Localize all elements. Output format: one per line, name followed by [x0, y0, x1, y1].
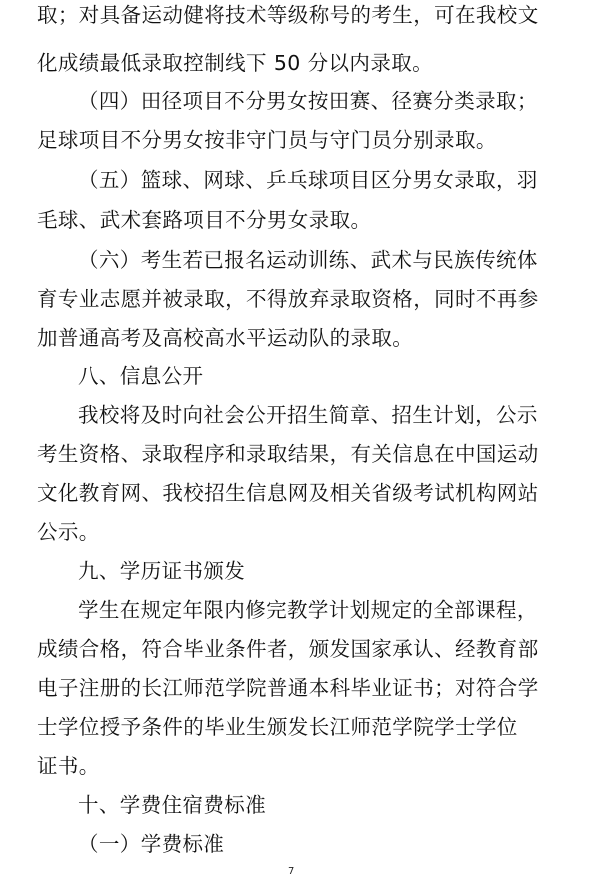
text-line: 证书。	[37, 754, 100, 778]
section-item-5: （五）篮球、网球、乒乓球项目区分男女录取，羽	[78, 168, 538, 192]
section-heading-9: 九、学历证书颁发	[78, 559, 246, 583]
text-line: 我校将及时向社会公开招生简章、招生计划，公示	[78, 403, 538, 427]
text-line: 育专业志愿并被录取，不得放弃录取资格，同时不再参	[37, 287, 539, 311]
section-item-4: （四）田径项目不分男女按田赛、径赛分类录取；	[78, 89, 538, 113]
section-item-6: （六）考生若已报名运动训练、武术与民族传统体	[78, 248, 538, 272]
text-line: 士学位授予条件的毕业生颁发长江师范学院学士学位	[37, 715, 518, 739]
text-line: 取；对具备运动健将技术等级称号的考生，可在我校文	[37, 3, 539, 27]
subsection-heading-1: （一）学费标准	[78, 832, 225, 856]
text-line: 毛球、武术套路项目不分男女录取。	[37, 208, 372, 232]
text-line: 公示。	[37, 520, 100, 544]
text-line: 加普通高考及高校高水平运动队的录取。	[37, 326, 414, 350]
text-line: 足球项目不分男女按非守门员与守门员分别录取。	[37, 128, 497, 152]
text-line: 学生在规定年限内修完教学计划规定的全部课程，	[78, 598, 538, 622]
text-line: 化成绩最低录取控制线下 50 分以内录取。	[37, 51, 434, 75]
text-line: 电子注册的长江师范学院普通本科毕业证书；对符合学	[37, 676, 539, 700]
text-line: 考生资格、录取程序和录取结果，有关信息在中国运动	[37, 442, 539, 466]
text-line: 成绩合格，符合毕业条件者，颁发国家承认、经教育部	[37, 637, 539, 661]
section-heading-8: 八、信息公开	[78, 364, 204, 388]
page-number: 7	[288, 866, 295, 877]
section-heading-10: 十、学费住宿费标准	[78, 793, 267, 817]
text-line: 文化教育网、我校招生信息网及相关省级考试机构网站	[37, 481, 539, 505]
